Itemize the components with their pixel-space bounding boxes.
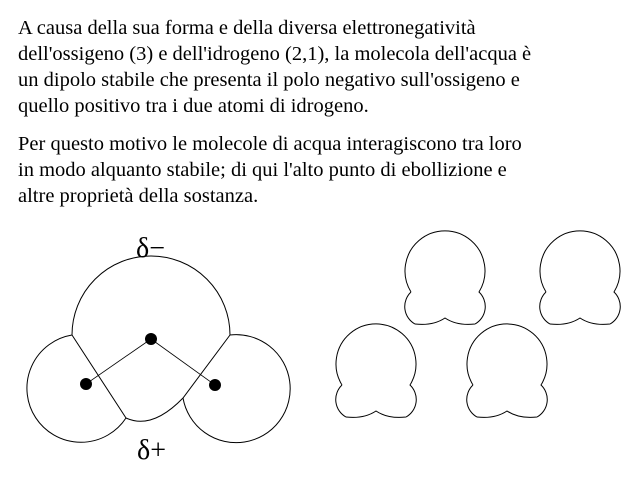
small-water-molecule	[467, 324, 548, 417]
intro-line-1: A causa della sua forma e della diversa elettronegatività	[18, 17, 476, 39]
intro-line-3: un dipolo stabile che presenta il polo negativo sull'ossigeno e	[18, 69, 520, 91]
hydrogen-sphere-left	[27, 335, 126, 442]
bond-right	[151, 339, 215, 385]
negative-pole-label: δ−	[136, 233, 165, 264]
small-water-molecule	[540, 231, 621, 324]
small-water-molecule	[405, 231, 486, 324]
intro-line-4: quello positivo tra i due atomi di idrogeno.	[18, 95, 369, 117]
hydrogen-nucleus-right	[209, 379, 221, 391]
water-molecule	[27, 256, 290, 443]
intro-line-2: dell'ossigeno (3) e dell'idrogeno (2,1), la molecola dell'acqua è	[18, 43, 532, 65]
small-water-molecule	[336, 324, 417, 417]
interaction-line-1: Per questo motivo le molecole di acqua interagiscono tra loro	[18, 133, 522, 155]
hydrogen-nucleus-left	[80, 378, 92, 390]
positive-pole-label: δ+	[137, 435, 166, 466]
interaction-line-3: altre proprietà della sostanza.	[18, 185, 259, 207]
bond-left	[86, 339, 151, 384]
interaction-line-2: in modo alquanto stabile; di qui l'alto punto di ebollizione e	[18, 159, 507, 181]
oxygen-nucleus	[145, 333, 157, 345]
hydrogen-sphere-right	[183, 335, 290, 443]
